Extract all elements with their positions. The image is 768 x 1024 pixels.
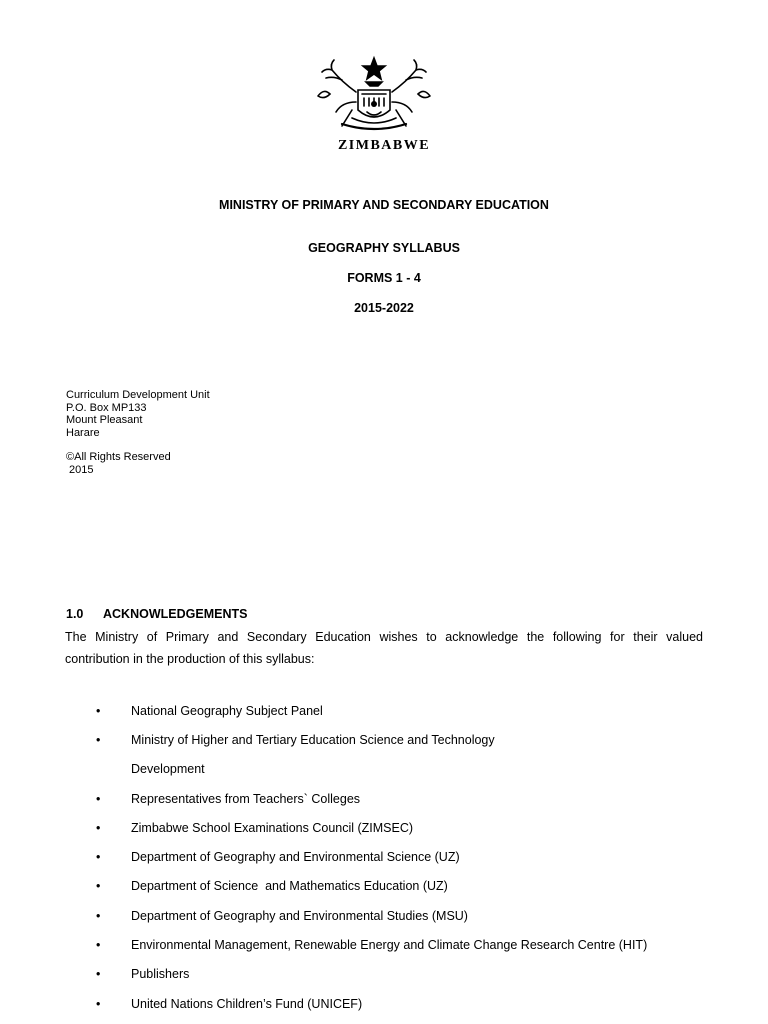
bullet-marker: • <box>96 967 101 981</box>
section-intro-line: contribution in the production of this syllabus: <box>65 652 315 666</box>
list-item-text: Development <box>131 762 205 776</box>
section-heading <box>66 607 247 621</box>
address-line: Harare <box>66 426 100 439</box>
list-item-text: Zimbabwe School Examinations Council (ZIMSEC) <box>131 821 414 835</box>
copyright-block <box>66 451 171 476</box>
section-title: ACKNOWLEDGEMENTS <box>103 607 248 621</box>
section-intro-line: The Ministry of Primary and Secondary Education wishes to acknowledge the following for their valued <box>65 630 703 644</box>
bullet-marker: • <box>96 997 101 1011</box>
list-item-text: United Nations Children’s Fund (UNICEF) <box>131 997 363 1011</box>
address-line: Mount Pleasant <box>66 414 143 427</box>
address-line: P.O. Box MP133 <box>66 401 147 414</box>
list-item-text: Department of Science and Mathematics Education (UZ) <box>131 879 448 893</box>
publisher-address <box>66 389 210 439</box>
ministry-title: MINISTRY OF PRIMARY AND SECONDARY EDUCATION <box>219 198 549 212</box>
bullet-marker: • <box>96 733 101 747</box>
forms-range: FORMS 1 - 4 <box>347 271 421 285</box>
section-number: 1.0 <box>66 607 84 621</box>
list-item-text: Environmental Management, Renewable Energy and Climate Change Research Centre (HIT) <box>131 938 648 952</box>
list-item-text: Department of Geography and Environmental Science (UZ) <box>131 850 460 864</box>
country-name: ZIMBABWE <box>337 138 431 153</box>
copyright-notice: ©All Rights Reserved <box>66 451 171 463</box>
list-item-text: National Geography Subject Panel <box>131 704 323 718</box>
list-item-text: Ministry of Higher and Tertiary Education Science and Technology <box>131 733 495 747</box>
zimbabwe-coat-of-arms-icon <box>312 52 436 138</box>
address-line: Curriculum Development Unit <box>66 389 210 401</box>
bullet-marker: • <box>96 821 101 835</box>
bullet-marker: • <box>96 879 101 893</box>
list-item-text: Publishers <box>131 967 190 981</box>
syllabus-years: 2015-2022 <box>354 301 414 315</box>
list-item-text: Department of Geography and Environmental Studies (MSU) <box>131 909 468 923</box>
list-item-text: Representatives from Teachers` Colleges <box>131 792 361 806</box>
bullet-marker: • <box>96 792 101 806</box>
bullet-marker: • <box>96 909 101 923</box>
copyright-year: 2015 <box>66 463 94 476</box>
bullet-marker: • <box>96 704 101 718</box>
syllabus-title: GEOGRAPHY SYLLABUS <box>308 241 460 255</box>
bullet-marker: • <box>96 850 101 864</box>
bullet-marker: • <box>96 938 101 952</box>
